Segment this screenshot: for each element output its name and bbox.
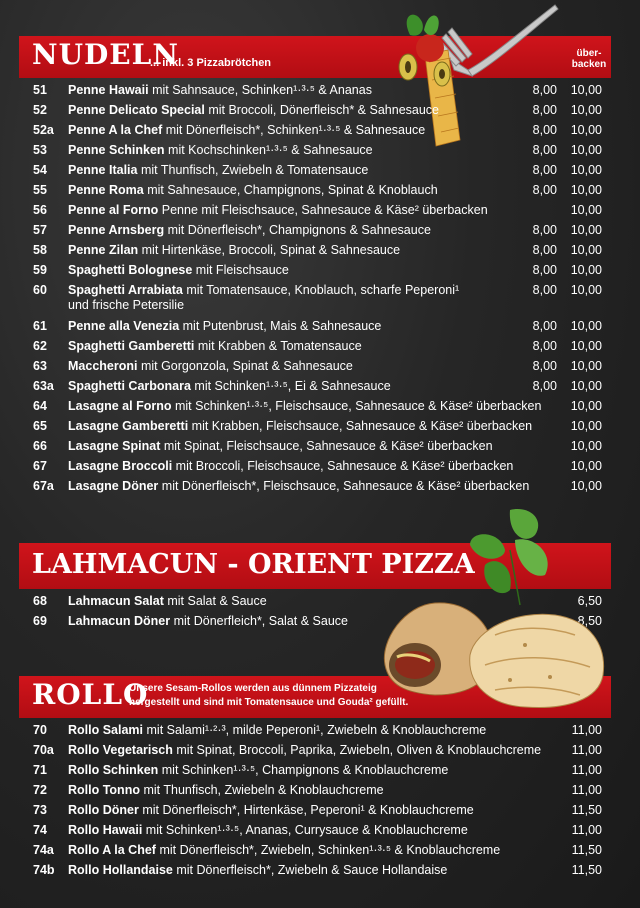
item-description [68, 140, 373, 160]
lahmacun-title: LAHMACUN - ORIENT PIZZA [32, 549, 475, 580]
item-number: 74 [33, 823, 47, 837]
item-name: Rollo Schinken [68, 763, 159, 777]
item-ingredients: mit Tomatensauce, Knoblauch, scharfe Peperoni¹ [182, 283, 460, 297]
item-description [68, 591, 267, 611]
item-price-baked: 10,00 [570, 263, 602, 277]
item-price-regular: 8,00 [532, 263, 557, 277]
item-price-regular: 8,00 [532, 163, 557, 177]
item-description [68, 611, 348, 631]
item-price-baked: 10,00 [570, 339, 602, 353]
item-description [68, 416, 532, 436]
menu-item [0, 800, 640, 820]
rollo-wraps-image [375, 595, 610, 715]
item-name: Rollo Hollandaise [68, 863, 173, 877]
item-ingredients: mit Schinken¹·³·⁵, Champignons & Knoblauchcreme [158, 763, 449, 777]
item-name: Rollo Hawaii [68, 823, 143, 837]
menu-item [0, 820, 640, 840]
item-name: Penne Italia [68, 163, 138, 177]
item-name: Lahmacun Döner [68, 614, 171, 628]
item-description-continued: und frische Petersilie [68, 298, 185, 312]
nudeln-subtitle: ... inkl. 3 Pizzabrötchen [150, 57, 272, 69]
item-name: Rollo Vegetarisch [68, 743, 173, 757]
item-price-baked: 10,00 [570, 243, 602, 257]
item-number: 74b [33, 863, 55, 877]
menu-item [0, 760, 640, 780]
item-description [68, 780, 384, 800]
menu-item [0, 240, 640, 260]
item-price-baked: 11,00 [571, 723, 602, 737]
item-price-regular: 8,00 [532, 319, 557, 333]
menu-item [0, 140, 640, 160]
item-ingredients: mit Krabben & Tomatensauce [194, 339, 362, 353]
ueberbacken-line2: backen [571, 59, 607, 70]
item-ingredients: mit Broccoli, Fleischsauce, Sahnesauce & Käse² überbacken [172, 459, 514, 473]
item-ingredients: mit Schinken¹·³·⁵, Ei & Sahnesauce [190, 379, 391, 393]
item-number: 69 [33, 614, 47, 628]
item-price-baked: 10,00 [570, 379, 602, 393]
menu-item [0, 456, 640, 476]
item-ingredients: mit Spinat, Broccoli, Paprika, Zwiebeln, Oliven & Knoblauchcreme [172, 743, 542, 757]
item-description [68, 336, 362, 356]
item-description [68, 820, 468, 840]
item-ingredients: mit Schinken¹·³·⁵, Ananas, Currysauce & Knoblauchcreme [142, 823, 468, 837]
item-price-baked: 10,00 [570, 439, 602, 453]
item-name: Rollo A la Chef [68, 843, 156, 857]
item-price-baked: 10,00 [570, 83, 602, 97]
item-number: 59 [33, 263, 47, 277]
item-price-regular: 8,00 [532, 379, 557, 393]
menu-item [0, 180, 640, 200]
item-name: Spaghetti Carbonara [68, 379, 191, 393]
item-price-baked: 8,50 [577, 614, 602, 628]
item-ingredients: mit Spinat, Fleischsauce, Sahnesauce & Käse² überbacken [160, 439, 493, 453]
menu-item [0, 316, 640, 336]
item-number: 52a [33, 123, 54, 137]
item-ingredients: mit Fleischsauce [192, 263, 289, 277]
item-number: 70 [33, 723, 47, 737]
item-price-baked: 10,00 [570, 359, 602, 373]
menu-item [0, 840, 640, 860]
item-name: Rollo Tonno [68, 783, 140, 797]
menu-item [0, 260, 640, 280]
item-ingredients: mit Gorgonzola, Spinat & Sahnesauce [137, 359, 353, 373]
item-description [68, 376, 391, 396]
item-name: Penne Zilan [68, 243, 139, 257]
item-name: Penne Delicato Special [68, 103, 205, 117]
item-ingredients: mit Hirtenkäse, Broccoli, Spinat & Sahnesauce [138, 243, 401, 257]
item-price-baked: 6,50 [577, 594, 602, 608]
menu-item [0, 396, 640, 416]
menu-item [0, 376, 640, 396]
item-ingredients: mit Sahnesauce, Champignons, Spinat & Knoblauch [143, 183, 438, 197]
item-price-baked: 11,50 [571, 843, 602, 857]
item-ingredients: mit Dönerfleisch*, Champignons & Sahnesauce [164, 223, 431, 237]
item-number: 57 [33, 223, 47, 237]
item-price-baked: 10,00 [570, 419, 602, 433]
item-price-baked: 10,00 [570, 183, 602, 197]
item-number: 54 [33, 163, 47, 177]
menu-item [0, 720, 640, 740]
item-ingredients: mit Thunfisch, Zwiebeln & Tomatensauce [137, 163, 369, 177]
item-price-baked: 11,50 [571, 863, 602, 877]
item-name: Penne Hawaii [68, 83, 149, 97]
item-name: Penne Arnsberg [68, 223, 165, 237]
item-name: Penne Roma [68, 183, 144, 197]
rollo-note-line1: Unsere Sesam-Rollos werden aus dünnem Pizzateig [129, 683, 377, 694]
item-number: 62 [33, 339, 47, 353]
item-price-regular: 8,00 [532, 283, 557, 297]
item-price-regular: 8,00 [532, 223, 557, 237]
item-description [68, 240, 400, 260]
item-name: Rollo Salami [68, 723, 144, 737]
item-description [68, 800, 474, 820]
item-name: Penne A la Chef [68, 123, 163, 137]
item-ingredients: mit Schinken¹·³·⁵, Fleischsauce, Sahnesauce & Käse² überbacken [171, 399, 542, 413]
item-ingredients: mit Salami¹·²·³, milde Peperoni¹, Zwiebeln & Knoblauchcreme [143, 723, 487, 737]
item-name: Lahmacun Salat [68, 594, 164, 608]
menu-item [0, 780, 640, 800]
item-description [68, 396, 541, 416]
nudeln-title: NUDELN [32, 38, 179, 71]
menu-item [0, 336, 640, 356]
item-price-regular: 8,00 [532, 103, 557, 117]
item-number: 61 [33, 319, 47, 333]
item-number: 53 [33, 143, 47, 157]
item-name: Spaghetti Gamberetti [68, 339, 195, 353]
item-name: Lasagne Döner [68, 479, 159, 493]
item-ingredients: mit Dönerfleisch*, Fleischsauce, Sahnesauce & Käse² überbacken [158, 479, 530, 493]
item-name: Lasagne al Forno [68, 399, 172, 413]
item-number: 74a [33, 843, 54, 857]
item-description [68, 760, 448, 780]
item-ingredients: mit Kochschinken¹·³·⁵ & Sahnesauce [164, 143, 373, 157]
item-ingredients: mit Krabben, Fleischsauce, Sahnesauce & Käse² überbacken [188, 419, 533, 433]
item-description [68, 120, 425, 140]
item-description [68, 860, 447, 880]
item-number: 68 [33, 594, 47, 608]
item-description [68, 100, 439, 120]
item-price-baked: 11,00 [571, 783, 602, 797]
item-description [68, 740, 541, 760]
item-price-regular: 8,00 [532, 183, 557, 197]
item-description [68, 220, 431, 240]
item-price-baked: 10,00 [570, 203, 602, 217]
item-name: Spaghetti Arrabiata [68, 283, 183, 297]
item-description [68, 316, 381, 336]
item-number: 58 [33, 243, 47, 257]
item-price-regular: 8,00 [532, 243, 557, 257]
item-name: Maccheroni [68, 359, 138, 373]
item-ingredients: mit Dönerfleisch*, Schinken¹·³·⁵ & Sahnesauce [162, 123, 426, 137]
menu-item [0, 740, 640, 760]
item-price-baked: 10,00 [570, 143, 602, 157]
item-description [68, 436, 493, 456]
item-ingredients: mit Dönerfleisch*, Zwiebeln, Schinken¹·³·⁵ & Knoblauchcreme [155, 843, 501, 857]
item-name: Penne alla Venezia [68, 319, 180, 333]
menu-item [0, 356, 640, 376]
item-price-baked: 10,00 [570, 319, 602, 333]
item-ingredients: mit Broccoli, Dönerfleisch* & Sahnesauce [204, 103, 439, 117]
item-ingredients: mit Dönerfleich*, Salat & Sauce [170, 614, 348, 628]
item-price-baked: 10,00 [570, 123, 602, 137]
item-number: 63a [33, 379, 54, 393]
item-number: 52 [33, 103, 47, 117]
item-number: 73 [33, 803, 47, 817]
item-number: 56 [33, 203, 47, 217]
item-ingredients: mit Dönerfleisch*, Zwiebeln & Sauce Hollandaise [172, 863, 448, 877]
menu-item [0, 200, 640, 220]
item-price-baked: 10,00 [570, 283, 602, 297]
item-name: Penne al Forno [68, 203, 159, 217]
item-number: 60 [33, 283, 47, 297]
item-number: 64 [33, 399, 47, 413]
item-ingredients: Penne mit Fleischsauce, Sahnesauce & Käse² überbacken [158, 203, 488, 217]
item-description [68, 180, 438, 200]
item-price-baked: 11,00 [571, 823, 602, 837]
menu-item [0, 436, 640, 456]
item-number: 51 [33, 83, 47, 97]
item-price-baked: 10,00 [570, 163, 602, 177]
menu-item [0, 120, 640, 140]
item-description [68, 160, 368, 180]
menu-item [0, 220, 640, 240]
menu-item [0, 100, 640, 120]
item-description [68, 840, 500, 860]
item-ingredients: mit Thunfisch, Zwiebeln & Knoblauchcreme [139, 783, 384, 797]
item-price-baked: 10,00 [570, 459, 602, 473]
item-number: 70a [33, 743, 54, 757]
item-description [68, 356, 353, 376]
ueberbacken-header [566, 48, 612, 70]
item-number: 63 [33, 359, 47, 373]
item-description [68, 260, 289, 280]
item-name: Lasagne Gamberetti [68, 419, 189, 433]
item-description [68, 476, 529, 496]
item-name: Spaghetti Bolognese [68, 263, 193, 277]
item-price-baked: 10,00 [570, 223, 602, 237]
item-number: 67a [33, 479, 54, 493]
item-description [68, 456, 513, 476]
item-ingredients: mit Dönerfleisch*, Hirtenkäse, Peperoni¹ & Knoblauchcreme [138, 803, 474, 817]
item-price-regular: 8,00 [532, 359, 557, 373]
item-price-baked: 11,00 [571, 763, 602, 777]
ueberbacken-line1: über- [576, 48, 602, 59]
rollo-title: ROLLO [32, 678, 149, 711]
item-price-baked: 10,00 [570, 103, 602, 117]
item-number: 72 [33, 783, 47, 797]
item-price-baked: 10,00 [570, 479, 602, 493]
menu-item [0, 476, 640, 496]
menu-item [0, 416, 640, 436]
item-description [68, 80, 372, 100]
item-name: Rollo Döner [68, 803, 139, 817]
item-description [68, 200, 488, 220]
item-number: 71 [33, 763, 47, 777]
item-price-regular: 8,00 [532, 143, 557, 157]
menu-item [0, 160, 640, 180]
item-number: 65 [33, 419, 47, 433]
item-price-regular: 8,00 [532, 339, 557, 353]
item-description [68, 720, 486, 740]
item-ingredients: mit Sahnsauce, Schinken¹·³·⁵ & Ananas [148, 83, 372, 97]
item-price-regular: 8,00 [532, 123, 557, 137]
item-name: Lasagne Spinat [68, 439, 161, 453]
item-price-regular: 8,00 [532, 83, 557, 97]
item-number: 67 [33, 459, 47, 473]
item-price-baked: 10,00 [570, 399, 602, 413]
item-ingredients: mit Salat & Sauce [163, 594, 267, 608]
rollo-note-line2: hergestellt und sind mit Tomatensauce und Gouda² gefüllt. [129, 697, 409, 708]
menu-item [0, 80, 640, 100]
item-number: 55 [33, 183, 47, 197]
item-number: 66 [33, 439, 47, 453]
item-name: Lasagne Broccoli [68, 459, 173, 473]
item-name: Penne Schinken [68, 143, 165, 157]
item-price-baked: 11,50 [571, 803, 602, 817]
menu-item [0, 860, 640, 880]
item-ingredients: mit Putenbrust, Mais & Sahnesauce [179, 319, 382, 333]
item-price-baked: 11,00 [571, 743, 602, 757]
